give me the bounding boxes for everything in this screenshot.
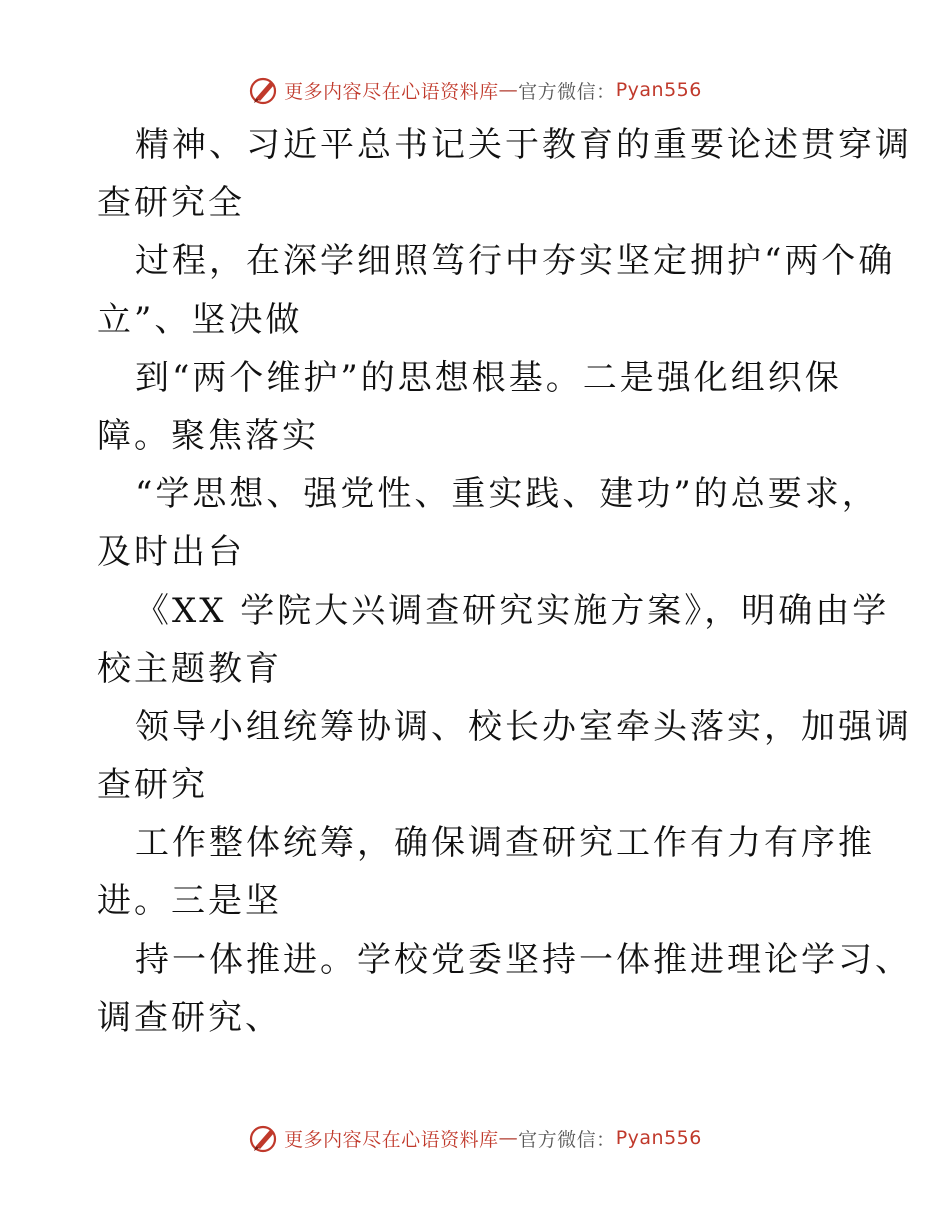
pen-logo-icon xyxy=(248,74,280,106)
text-line: 进。三是坚 xyxy=(97,881,282,922)
text-line: 领导小组统筹协调、校长办室牵头落实，加强调 xyxy=(135,706,912,747)
document-body xyxy=(97,116,912,1047)
text-line: 校主题教育 xyxy=(97,648,282,689)
text-line: 调查研究、 xyxy=(97,997,282,1038)
header-watermark xyxy=(0,70,950,110)
watermark-label: 官方微信： xyxy=(518,1128,616,1151)
watermark-dash: — xyxy=(498,79,519,101)
text-line: 查研究全 xyxy=(97,183,245,224)
text-line: 立”、坚决做 xyxy=(97,299,303,340)
text-line: 工作整体统筹，确保调查研究工作有力有序推 xyxy=(135,823,875,864)
text-line: 过程，在深学细照笃行中夯实坚定拥护“两个确 xyxy=(135,241,896,282)
pen-logo-icon xyxy=(248,1122,280,1154)
text-line: 障。聚焦落实 xyxy=(97,415,319,456)
text-line: 持一体推进。学校党委坚持一体推进理论学习、 xyxy=(135,939,912,980)
watermark-dash: — xyxy=(498,1127,519,1149)
watermark-brand: 更多内容尽在心语资料库 xyxy=(284,80,499,103)
watermark-id: Pyan556 xyxy=(615,79,702,101)
text-line: 查研究 xyxy=(97,765,208,806)
text-line: 精神、习近平总书记关于教育的重要论述贯穿调 xyxy=(135,125,912,165)
watermark-label: 官方微信： xyxy=(518,80,616,103)
watermark-brand: 更多内容尽在心语资料库 xyxy=(284,1128,499,1151)
text-line: 《XX 学院大兴调查研究实施方案》，明确由学 xyxy=(135,590,890,631)
text-line: 及时出台 xyxy=(97,532,245,573)
watermark-id: Pyan556 xyxy=(615,1127,702,1149)
footer-watermark xyxy=(0,1118,950,1158)
text-line: “学思想、强党性、重实践、建功”的总要求， xyxy=(135,474,879,515)
text-line: 到“两个维护”的思想根基。二是强化组织保 xyxy=(135,357,842,398)
